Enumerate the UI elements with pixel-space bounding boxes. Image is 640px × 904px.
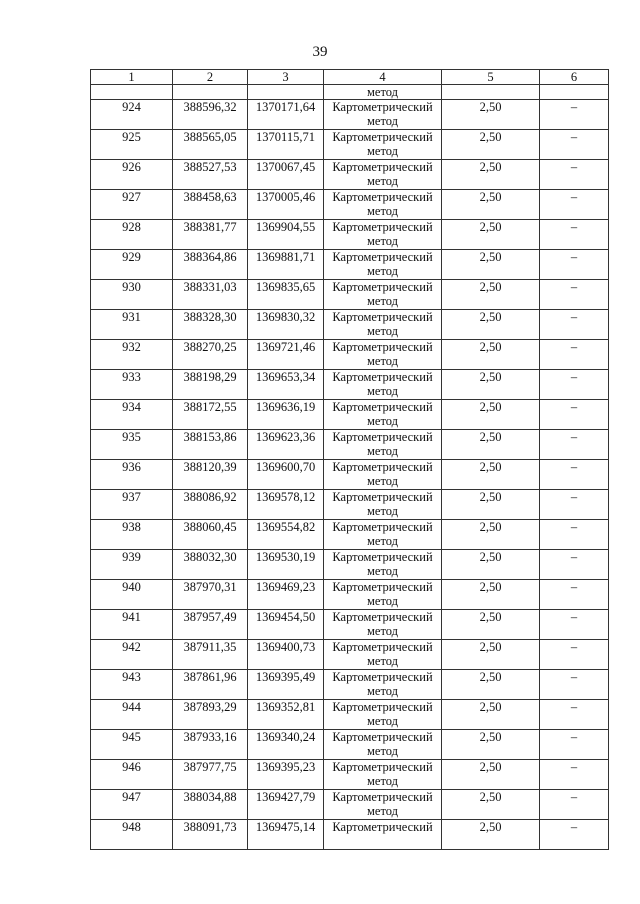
table-row <box>91 190 609 220</box>
table-row <box>91 280 609 310</box>
cell-point-number: 940 <box>91 580 173 610</box>
cell-point-number: 941 <box>91 610 173 640</box>
cell-accuracy: 2,50 <box>442 280 540 310</box>
cell-empty <box>442 85 540 100</box>
cell-point-number: 925 <box>91 130 173 160</box>
cell-note: – <box>540 820 609 850</box>
cell-x-coordinate: 388381,77 <box>173 220 248 250</box>
cell-method: Картометрический метод <box>324 340 442 370</box>
cell-method: Картометрический метод <box>324 490 442 520</box>
cell-point-number: 929 <box>91 250 173 280</box>
cell-accuracy: 2,50 <box>442 460 540 490</box>
cell-accuracy: 2,50 <box>442 700 540 730</box>
cell-empty <box>540 85 609 100</box>
cell-accuracy: 2,50 <box>442 430 540 460</box>
cell-y-coordinate: 1369904,55 <box>248 220 324 250</box>
cell-x-coordinate: 388270,25 <box>173 340 248 370</box>
cell-accuracy: 2,50 <box>442 400 540 430</box>
cell-method: Картометрический метод <box>324 220 442 250</box>
cell-x-coordinate: 388565,05 <box>173 130 248 160</box>
cell-accuracy: 2,50 <box>442 220 540 250</box>
cell-note: – <box>540 610 609 640</box>
cell-accuracy: 2,50 <box>442 670 540 700</box>
cell-accuracy: 2,50 <box>442 100 540 130</box>
cell-method: Картометрический метод <box>324 610 442 640</box>
table-row <box>91 730 609 760</box>
cell-point-number: 927 <box>91 190 173 220</box>
cell-x-coordinate: 388060,45 <box>173 520 248 550</box>
cell-method: Картометрический метод <box>324 280 442 310</box>
cell-note: – <box>540 430 609 460</box>
cell-note: – <box>540 760 609 790</box>
table-row <box>91 490 609 520</box>
cell-x-coordinate: 388596,32 <box>173 100 248 130</box>
continuation-row <box>91 85 609 100</box>
cell-y-coordinate: 1369475,14 <box>248 820 324 850</box>
cell-y-coordinate: 1369881,71 <box>248 250 324 280</box>
cell-x-coordinate: 388034,88 <box>173 790 248 820</box>
table-row <box>91 760 609 790</box>
cell-y-coordinate: 1370067,45 <box>248 160 324 190</box>
cell-x-coordinate: 388331,03 <box>173 280 248 310</box>
table-row <box>91 700 609 730</box>
table-body <box>91 70 609 850</box>
cell-y-coordinate: 1369530,19 <box>248 550 324 580</box>
cell-note: – <box>540 220 609 250</box>
cell-y-coordinate: 1369427,79 <box>248 790 324 820</box>
cell-point-number: 938 <box>91 520 173 550</box>
cell-point-number: 936 <box>91 460 173 490</box>
cell-point-number: 926 <box>91 160 173 190</box>
cell-x-coordinate: 388198,29 <box>173 370 248 400</box>
cell-method: Картометрический метод <box>324 400 442 430</box>
cell-note: – <box>540 160 609 190</box>
header-cell: 4 <box>324 70 442 85</box>
table-row <box>91 430 609 460</box>
cell-accuracy: 2,50 <box>442 520 540 550</box>
cell-x-coordinate: 388086,92 <box>173 490 248 520</box>
cell-y-coordinate: 1369340,24 <box>248 730 324 760</box>
table-row <box>91 370 609 400</box>
cell-point-number: 935 <box>91 430 173 460</box>
cell-point-number: 931 <box>91 310 173 340</box>
header-cell: 3 <box>248 70 324 85</box>
cell-y-coordinate: 1369400,73 <box>248 640 324 670</box>
cell-empty <box>248 85 324 100</box>
cell-x-coordinate: 387911,35 <box>173 640 248 670</box>
table-row <box>91 250 609 280</box>
cell-method: Картометрический <box>324 820 442 850</box>
cell-note: – <box>540 370 609 400</box>
table-row <box>91 580 609 610</box>
cell-note: – <box>540 460 609 490</box>
cell-x-coordinate: 387861,96 <box>173 670 248 700</box>
cell-point-number: 942 <box>91 640 173 670</box>
cell-method: Картометрический метод <box>324 370 442 400</box>
cell-method: Картометрический метод <box>324 160 442 190</box>
cell-accuracy: 2,50 <box>442 370 540 400</box>
cell-accuracy: 2,50 <box>442 610 540 640</box>
cell-y-coordinate: 1369395,23 <box>248 760 324 790</box>
cell-method: Картометрический метод <box>324 730 442 760</box>
cell-x-coordinate: 388153,86 <box>173 430 248 460</box>
cell-point-number: 947 <box>91 790 173 820</box>
cell-point-number: 945 <box>91 730 173 760</box>
cell-accuracy: 2,50 <box>442 820 540 850</box>
cell-method: Картометрический метод <box>324 190 442 220</box>
cell-y-coordinate: 1370005,46 <box>248 190 324 220</box>
cell-point-number: 943 <box>91 670 173 700</box>
cell-method: Картометрический метод <box>324 700 442 730</box>
cell-note: – <box>540 190 609 220</box>
cell-note: – <box>540 580 609 610</box>
cell-accuracy: 2,50 <box>442 310 540 340</box>
cell-x-coordinate: 388172,55 <box>173 400 248 430</box>
cell-accuracy: 2,50 <box>442 340 540 370</box>
header-row <box>91 70 609 85</box>
cell-y-coordinate: 1369636,19 <box>248 400 324 430</box>
cell-method: Картометрический метод <box>324 760 442 790</box>
cell-point-number: 946 <box>91 760 173 790</box>
cell-x-coordinate: 388458,63 <box>173 190 248 220</box>
cell-x-coordinate: 388527,53 <box>173 160 248 190</box>
cell-note: – <box>540 130 609 160</box>
cell-accuracy: 2,50 <box>442 790 540 820</box>
cell-y-coordinate: 1370171,64 <box>248 100 324 130</box>
cell-y-coordinate: 1369554,82 <box>248 520 324 550</box>
cell-method: Картометрический метод <box>324 550 442 580</box>
cell-note: – <box>540 280 609 310</box>
table-row <box>91 400 609 430</box>
table-row <box>91 790 609 820</box>
cell-method: Картометрический метод <box>324 580 442 610</box>
cell-empty <box>91 85 173 100</box>
cell-note: – <box>540 490 609 520</box>
cell-method: Картометрический метод <box>324 430 442 460</box>
cell-accuracy: 2,50 <box>442 730 540 760</box>
cell-y-coordinate: 1369600,70 <box>248 460 324 490</box>
cell-point-number: 948 <box>91 820 173 850</box>
cell-method-continued: метод <box>324 85 442 100</box>
cell-note: – <box>540 100 609 130</box>
cell-y-coordinate: 1369623,36 <box>248 430 324 460</box>
cell-method: Картометрический метод <box>324 130 442 160</box>
cell-accuracy: 2,50 <box>442 160 540 190</box>
cell-accuracy: 2,50 <box>442 250 540 280</box>
coordinates-table <box>90 69 609 850</box>
cell-method: Картометрический метод <box>324 310 442 340</box>
cell-note: – <box>540 520 609 550</box>
cell-point-number: 932 <box>91 340 173 370</box>
cell-y-coordinate: 1369830,32 <box>248 310 324 340</box>
cell-note: – <box>540 400 609 430</box>
cell-point-number: 930 <box>91 280 173 310</box>
table-row <box>91 100 609 130</box>
cell-y-coordinate: 1369653,34 <box>248 370 324 400</box>
cell-x-coordinate: 388328,30 <box>173 310 248 340</box>
table-row <box>91 670 609 700</box>
table-row <box>91 160 609 190</box>
cell-point-number: 934 <box>91 400 173 430</box>
table-row <box>91 310 609 340</box>
cell-method: Картометрический метод <box>324 460 442 490</box>
table-row <box>91 610 609 640</box>
cell-x-coordinate: 387933,16 <box>173 730 248 760</box>
cell-method: Картометрический метод <box>324 670 442 700</box>
cell-note: – <box>540 670 609 700</box>
cell-x-coordinate: 387977,75 <box>173 760 248 790</box>
cell-point-number: 928 <box>91 220 173 250</box>
header-cell: 2 <box>173 70 248 85</box>
table-row <box>91 340 609 370</box>
table-row <box>91 820 609 850</box>
cell-x-coordinate: 388032,30 <box>173 550 248 580</box>
cell-accuracy: 2,50 <box>442 580 540 610</box>
cell-point-number: 939 <box>91 550 173 580</box>
cell-x-coordinate: 387893,29 <box>173 700 248 730</box>
cell-y-coordinate: 1369835,65 <box>248 280 324 310</box>
cell-note: – <box>540 700 609 730</box>
header-cell: 6 <box>540 70 609 85</box>
cell-y-coordinate: 1370115,71 <box>248 130 324 160</box>
cell-x-coordinate: 387957,49 <box>173 610 248 640</box>
cell-y-coordinate: 1369352,81 <box>248 700 324 730</box>
table-row <box>91 130 609 160</box>
cell-method: Картометрический метод <box>324 100 442 130</box>
cell-accuracy: 2,50 <box>442 130 540 160</box>
cell-y-coordinate: 1369578,12 <box>248 490 324 520</box>
cell-method: Картометрический метод <box>324 790 442 820</box>
cell-note: – <box>540 250 609 280</box>
header-cell: 1 <box>91 70 173 85</box>
cell-accuracy: 2,50 <box>442 760 540 790</box>
cell-note: – <box>540 730 609 760</box>
cell-accuracy: 2,50 <box>442 190 540 220</box>
cell-note: – <box>540 550 609 580</box>
cell-accuracy: 2,50 <box>442 490 540 520</box>
cell-point-number: 924 <box>91 100 173 130</box>
cell-accuracy: 2,50 <box>442 550 540 580</box>
cell-accuracy: 2,50 <box>442 640 540 670</box>
cell-x-coordinate: 388091,73 <box>173 820 248 850</box>
table-row <box>91 460 609 490</box>
cell-point-number: 933 <box>91 370 173 400</box>
table-row <box>91 520 609 550</box>
cell-y-coordinate: 1369454,50 <box>248 610 324 640</box>
cell-y-coordinate: 1369721,46 <box>248 340 324 370</box>
cell-x-coordinate: 388120,39 <box>173 460 248 490</box>
cell-note: – <box>540 640 609 670</box>
cell-note: – <box>540 340 609 370</box>
cell-point-number: 937 <box>91 490 173 520</box>
header-cell: 5 <box>442 70 540 85</box>
cell-note: – <box>540 790 609 820</box>
cell-x-coordinate: 387970,31 <box>173 580 248 610</box>
table-row <box>91 550 609 580</box>
cell-x-coordinate: 388364,86 <box>173 250 248 280</box>
cell-y-coordinate: 1369395,49 <box>248 670 324 700</box>
cell-note: – <box>540 310 609 340</box>
table-row <box>91 640 609 670</box>
cell-y-coordinate: 1369469,23 <box>248 580 324 610</box>
cell-point-number: 944 <box>91 700 173 730</box>
cell-method: Картометрический метод <box>324 520 442 550</box>
cell-method: Картометрический метод <box>324 640 442 670</box>
table-row <box>91 220 609 250</box>
page-number: 39 <box>312 44 328 60</box>
cell-method: Картометрический метод <box>324 250 442 280</box>
cell-empty <box>173 85 248 100</box>
